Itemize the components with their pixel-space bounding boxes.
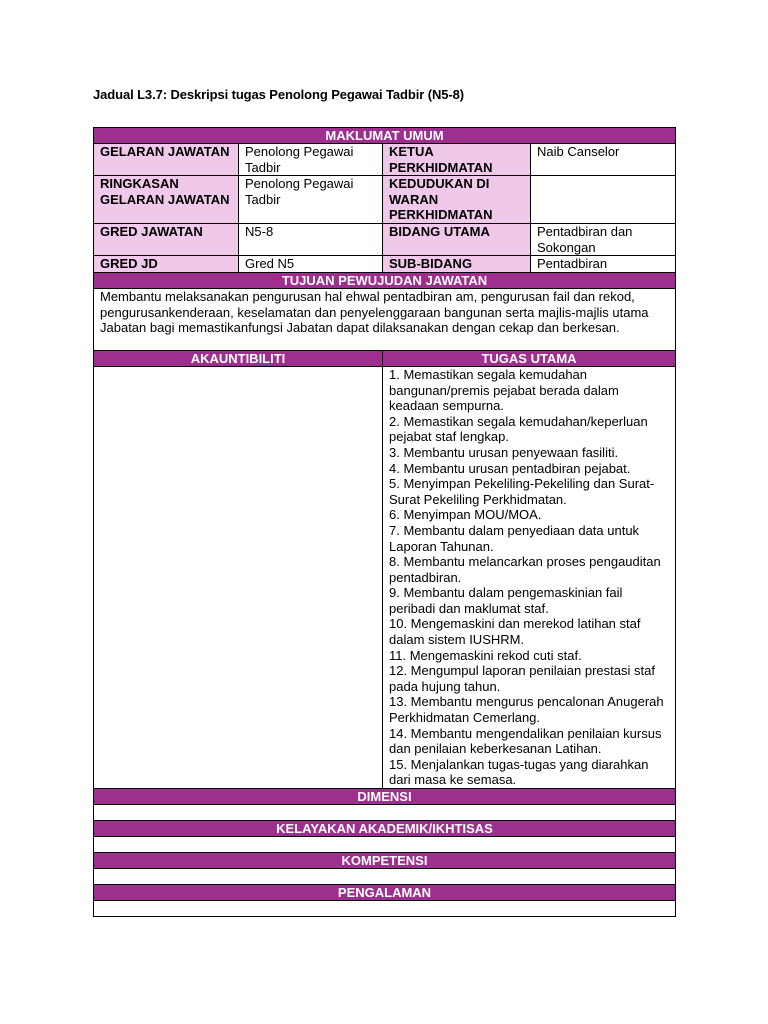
tugas-utama-list — [383, 366, 676, 788]
duty-item: 5. Menyimpan Pekeliling-Pekeliling dan Surat-Surat Pekeliling Perkhidmatan. — [389, 476, 655, 507]
duty-item: 15. Menjalankan tugas-tugas yang diarahkan dari masa ke semasa. — [389, 756, 649, 788]
kedudukan-value — [531, 176, 676, 224]
dimensi-header: DIMENSI — [94, 789, 676, 805]
section-header-row — [94, 128, 676, 144]
table-caption: Jadual L3.7: Deskripsi tugas Penolong Pegawai Tadbir (N5-8) — [93, 87, 464, 102]
subbidang-label: SUB-BIDANG — [383, 256, 531, 273]
pengalaman-row — [94, 901, 676, 917]
dimensi-row — [94, 805, 676, 821]
kompetensi-cell — [94, 869, 676, 885]
pengalaman-cell — [94, 901, 676, 917]
section-header-row — [94, 885, 676, 901]
ringkasan-label: RINGKASAN GELARAN JAWATAN — [94, 176, 239, 224]
duty-item: 12. Mengumpul laporan penilaian prestasi staf pada hujung tahun. — [389, 663, 655, 694]
info-row-gred — [94, 224, 676, 256]
duty-item: 13. Membantu mengurus pencalonan Anugerah Perkhidmatan Cemerlang. — [389, 694, 664, 726]
section-header-row — [94, 821, 676, 837]
bidang-value: Pentadbiran dan Sokongan — [531, 224, 676, 256]
maklumat-umum-header: MAKLUMAT UMUM — [94, 128, 676, 144]
kelayakan-row — [94, 837, 676, 853]
tujuan-row — [94, 288, 676, 350]
tugas-utama-header: TUGAS UTAMA — [383, 350, 676, 366]
bidang-label: BIDANG UTAMA — [383, 224, 531, 256]
tujuan-text: Membantu melaksanakan pengurusan hal ehwal pentadbiran am, pengurusan fail dan rekod, pengurusankenderaan, keselamatan dan penyelenggaraan bangunan serta majlis-majlis utama Jabatan bagi memastikanfungsi Jabatan dapat dilaksanakan dengan cekap dan berkesan. — [94, 288, 676, 350]
info-row-ringkasan — [94, 176, 676, 224]
ketua-value: Naib Canselor — [531, 144, 676, 176]
duty-item: 14. Membantu mengendalikan penilaian kursus dan penilaian keberkesanan Latihan. — [389, 725, 662, 757]
duty-item: 6. Menyimpan MOU/MOA. — [389, 507, 542, 523]
duty-item: 2. Memastikan segala kemudahan/keperluan pejabat staf lengkap. — [389, 413, 648, 445]
duty-item: 11. Mengemaskini rekod cuti staf. — [389, 647, 582, 663]
info-row-gelaran — [94, 144, 676, 176]
job-description-table — [93, 127, 676, 917]
gredjd-label: GRED JD — [94, 256, 239, 273]
kedudukan-label: KEDUDUKAN DI WARAN PERKHIDMATAN — [383, 176, 531, 224]
tujuan-header: TUJUAN PEWUJUDAN JAWATAN — [94, 272, 676, 288]
pengalaman-header: PENGALAMAN — [94, 885, 676, 901]
gelaran-label: GELARAN JAWATAN — [94, 144, 239, 176]
duty-item: 7. Membantu dalam penyediaan data untuk Laporan Tahunan. — [389, 522, 640, 554]
section-header-row — [94, 853, 676, 869]
section-header-row — [94, 272, 676, 288]
info-row-gredjd — [94, 256, 676, 273]
ketua-label: KETUA PERKHIDMATAN — [383, 144, 531, 176]
dimensi-cell — [94, 805, 676, 821]
duties-row — [94, 366, 676, 788]
duty-item: 10. Mengemaskini dan merekod latihan staf dalam sistem IUSHRM. — [389, 616, 641, 648]
ringkasan-value: Penolong Pegawai Tadbir — [239, 176, 383, 224]
duty-item: 9. Membantu dalam pengemaskinian fail peribadi dan maklumat staf. — [389, 585, 623, 616]
gred-value: N5-8 — [239, 224, 383, 256]
kelayakan-header: KELAYAKAN AKADEMIK/IKHTISAS — [94, 821, 676, 837]
gred-label: GRED JAWATAN — [94, 224, 239, 256]
section-header-row — [94, 789, 676, 805]
gredjd-value: Gred N5 — [239, 256, 383, 273]
kelayakan-cell — [94, 837, 676, 853]
duty-item: 8. Membantu melancarkan proses pengauditan pentadbiran. — [389, 554, 661, 585]
section-header-row — [94, 350, 676, 366]
subbidang-value: Pentadbiran — [531, 256, 676, 273]
duty-item: 3. Membantu urusan penyewaan fasiliti. — [389, 444, 619, 460]
duty-item: 4. Membantu urusan pentadbiran pejabat. — [389, 460, 631, 476]
duty-item: 1. Memastikan segala kemudahan bangunan/premis pejabat berada dalam keadaan sempurna. — [389, 366, 619, 414]
gelaran-value: Penolong Pegawai Tadbir — [239, 144, 383, 176]
kompetensi-header: KOMPETENSI — [94, 853, 676, 869]
akauntibiliti-cell — [94, 366, 383, 788]
kompetensi-row — [94, 869, 676, 885]
akauntibiliti-header: AKAUNTIBILITI — [94, 350, 383, 366]
